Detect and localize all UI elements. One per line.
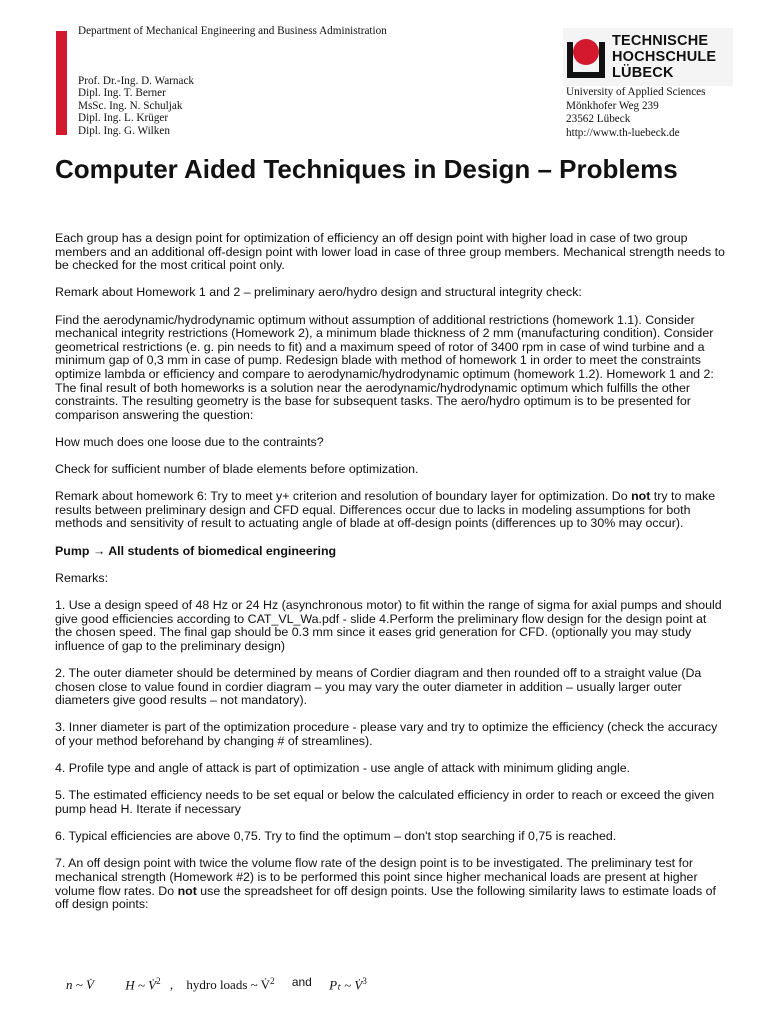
- similarity-laws: [66, 975, 367, 993]
- formula-speed: n ~ V̇: [66, 977, 94, 992]
- text-span: try to make results between preliminary design and CFD equal. Differences occur due to lacks in modeling assumptions for both methods and sensitivity of result to actuating angle of blade at off-design points (differences up to 30% may occur).: [55, 489, 716, 531]
- staff-member: Dipl. Ing. G. Wilken: [78, 124, 170, 137]
- paragraph-remark-hw1-2: Remark about Homework 1 and 2 – preliminary aero/hydro design and structural integrity check:: [55, 285, 582, 300]
- formula-head: H ~ V̇$^2$: [125, 975, 161, 992]
- remark-item: 3. Inner diameter is part of the optimization procedure - please vary and try to optimize the efficiency (check the accuracy of your method beforehand by changing # of streamlines).: [55, 720, 718, 748]
- staff-member: MsSc. Ing. N. Schuljak: [78, 99, 183, 112]
- staff-member: Prof. Dr.-Ing. D. Warnack: [78, 75, 195, 87]
- address-line: Mönkhofer Weg 239: [566, 99, 659, 112]
- paragraph-question: How much does one loose due to the contraints?: [55, 434, 324, 449]
- formula-power: Pₜ ~ V̇$^3$: [329, 975, 367, 992]
- address-line: University of Applied Sciences: [566, 86, 706, 98]
- paragraph-intro: Each group has a design point for optimization of efficiency an off design point with higher load in case of two group members and an additional off-design point with lower load in case of three group members. Mechanical strength needs to be checked for the most critical point only.: [55, 231, 725, 273]
- department-name: Department of Mechanical Engineering and Business Administration: [78, 25, 387, 37]
- emphasis-not: not: [631, 489, 651, 504]
- staff-member: Dipl. Ing. L. Krüger: [78, 112, 169, 125]
- document-title: Computer Aided Techniques in Design – Problems: [55, 154, 678, 184]
- remarks-label: Remarks:: [55, 570, 109, 585]
- logo-line: HOCHSCHULE: [612, 49, 717, 65]
- staff-list: [78, 75, 194, 137]
- remark-item: 1. Use a design speed of 48 Hz or 24 Hz (asynchronous motor) to fit within the range of sigma for axial pumps and should give good efficiencies according to CAT_VL_Wa.pdf - slide 4.Perform the preliminary flow design for the design point at the chosen speed. The final gap should be 0.3 mm since it eases grid generation for CFD. (optionally you may study influence of gap to the preliminary design): [55, 598, 722, 653]
- formula-and: and: [291, 975, 312, 989]
- text-span: Remark about homework 6: Try to meet y+ criterion and resolution of boundary layer for optimization. Do: [55, 489, 632, 504]
- section-heading-pump: Pump → All students of biomedical engineering: [55, 543, 337, 558]
- remark-item: 2. The outer diameter should be determined by means of Cordier diagram and then rounded off to a straight value (Da chosen close to value found in cordier diagram – you may vary the outer diameter in addition – usually larger outer diameters give good results – not mandatory).: [55, 666, 702, 708]
- address-line: 23562 Lübeck: [566, 113, 631, 126]
- university-address: [566, 86, 706, 140]
- formula-hydro-loads: hydro loads ~ V̇$^2$: [186, 975, 275, 992]
- remark-item-7: [55, 857, 725, 911]
- logo-line: LÜBECK: [612, 65, 674, 81]
- formula-comma: ,: [169, 977, 174, 992]
- text-span: 7. An off design point with twice the volume flow rate of the design point is to be investigated. The preliminary test for mechanical strength (Homework #2) is to be performed this point since higher mechanical loads are present at higher volume flow rates. Do: [55, 856, 698, 898]
- remark-item: 4. Profile type and angle of attack is part of optimization - use angle of attack with minimum gliding angle.: [55, 761, 631, 776]
- website-link[interactable]: http://www.th-luebeck.de: [566, 126, 680, 139]
- remark-item: 5. The estimated efficiency needs to be set equal or below the calculated efficiency in order to reach or exceed the given pump head H. Iterate if necessary: [55, 788, 715, 816]
- remark-item: 6. Typical efficiencies are above 0,75. Try to find the optimum – don't stop searching if 0,75 is reached.: [55, 829, 617, 844]
- logo-line: TECHNISCHE: [612, 33, 709, 49]
- paragraph-remark-hw6: [55, 490, 725, 531]
- emphasis-not: not: [177, 883, 197, 898]
- staff-member: Dipl. Ing. T. Berner: [78, 87, 166, 100]
- red-accent-bar: [56, 31, 67, 135]
- text-span: use the spreadsheet for off design points. Use the following similarity laws to estimate loads of off design points:: [55, 883, 716, 912]
- university-logo-text: [612, 33, 716, 81]
- document-body: [55, 232, 725, 925]
- paragraph-optimum: Find the aerodynamic/hydrodynamic optimum without assumption of additional restrictions (homework 1.1). Consider mechanical integrity restrictions (Homework 2), a minimum blade thickness of 2 mm (manufacturing condition). Consider geometrical restrictions (e. g. pin needs to fit) and a maximum speed of rotor of 3400 rpm in case of wind turbine and a minimum gap of 0,3 mm in case of pump. Redesign blade with method of homework 1 in order to meet the constraints optimize lambda or efficiency and compare to aerodynamic/hydrodynamic optimum (homework 1.2). Homework 1 and 2: The final result of both homeworks is a solution near the aerodynamic/hydrodynamic optimum which fulfills the other constraints. The resulting geometry is the base for subsequent tasks. The aero/hydro optimum is to be presented for comparison answering the question:: [55, 312, 714, 422]
- paragraph-blade-elements: Check for sufficient number of blade elements before optimization.: [55, 462, 419, 477]
